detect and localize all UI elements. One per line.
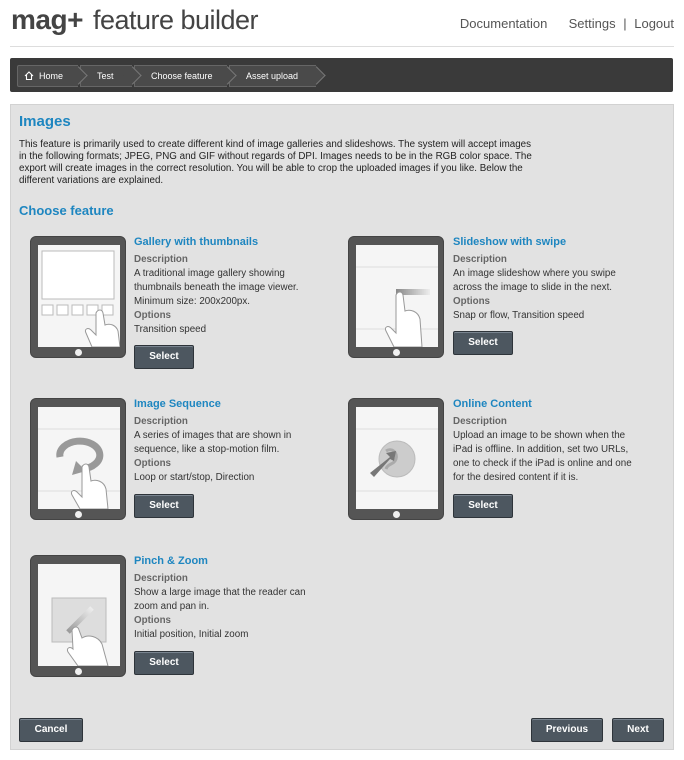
settings-link[interactable]: Settings <box>568 16 616 31</box>
feature-body-gallery <box>134 253 324 337</box>
feature-body-pinch-zoom <box>134 572 324 642</box>
description-label: Description <box>453 416 507 427</box>
link-separator: | <box>623 16 627 31</box>
breadcrumb-choose-feature-label: Choose feature <box>151 71 213 81</box>
description-label: Description <box>453 254 507 265</box>
page-title: Images <box>19 113 71 130</box>
select-pinch-zoom-button[interactable]: Select <box>134 651 194 675</box>
feature-body-online-content <box>453 415 643 485</box>
documentation-link[interactable]: Documentation <box>459 16 548 31</box>
description-label: Description <box>134 416 188 427</box>
header-divider <box>10 46 674 47</box>
breadcrumb <box>17 65 318 85</box>
main-panel <box>10 104 674 750</box>
logo-title: feature builder <box>92 5 259 35</box>
breadcrumb-asset-upload[interactable] <box>229 65 316 87</box>
breadcrumb-test-label: Test <box>97 71 114 81</box>
feature-body-slideshow <box>453 253 643 323</box>
choose-feature-heading: Choose feature <box>19 203 114 218</box>
logo <box>11 4 258 36</box>
online-content-illustration <box>348 398 444 520</box>
feature-title-pinch-zoom[interactable]: Pinch & Zoom <box>134 555 208 567</box>
select-slideshow-button[interactable]: Select <box>453 331 513 355</box>
options-label: Options <box>453 296 491 307</box>
feature-description-pinch-zoom: Show a large image that the reader can zoom and pan in. <box>134 587 306 612</box>
options-label: Options <box>134 458 172 469</box>
description-label: Description <box>134 573 188 584</box>
gallery-illustration <box>30 236 126 358</box>
breadcrumb-bar <box>10 58 673 92</box>
breadcrumb-asset-upload-label: Asset upload <box>246 71 299 81</box>
feature-options-sequence: Loop or start/stop, Direction <box>134 472 255 483</box>
pinch-icon <box>38 564 120 666</box>
options-label: Options <box>134 615 172 626</box>
feature-description-online-content: Upload an image to be shown when the iPad is offline. In addition, set two URLs, one to check if the iPad is online and one for the desired content if it is. <box>453 430 632 483</box>
breadcrumb-home[interactable] <box>17 65 78 87</box>
intro-text: This feature is primarily used to create different kind of image galleries and slideshows. The system will accept images in the following formats; JPEG, PNG and GIF without regards of DPI. Images needs to be in the RGB color space. The export will create images in the correct resolution. You will be able to crop the uploaded images if you like. Below the different variations are explained. <box>19 139 532 186</box>
feature-description-gallery: A traditional image gallery showing thumbnails beneath the image viewer. Minimum size: 200x200px. <box>134 268 299 307</box>
feature-options-pinch-zoom: Initial position, Initial zoom <box>134 629 249 640</box>
breadcrumb-choose-feature[interactable] <box>134 65 227 87</box>
feature-description-sequence: A series of images that are shown in sequence, like a stop-motion film. <box>134 430 292 455</box>
feature-description-slideshow: An image slideshow where you swipe across the image to slide in the next. <box>453 268 616 293</box>
swipe-icon <box>356 245 438 347</box>
pinch-zoom-illustration <box>30 555 126 677</box>
home-icon <box>24 71 34 80</box>
feature-title-slideshow[interactable]: Slideshow with swipe <box>453 236 567 248</box>
select-online-content-button[interactable]: Select <box>453 494 513 518</box>
breadcrumb-test[interactable] <box>80 65 132 87</box>
feature-options-gallery: Transition speed <box>134 324 207 335</box>
globe-icon <box>356 407 438 509</box>
feature-body-sequence <box>134 415 324 485</box>
feature-title-online-content[interactable]: Online Content <box>453 398 532 410</box>
gallery-icon <box>38 245 120 347</box>
feature-title-gallery[interactable]: Gallery with thumbnails <box>134 236 259 248</box>
description-label: Description <box>134 254 188 265</box>
logo-mag: mag+ <box>11 4 83 35</box>
options-label: Options <box>134 310 172 321</box>
logout-link[interactable]: Logout <box>634 16 674 31</box>
top-links <box>460 16 674 31</box>
select-sequence-button[interactable]: Select <box>134 494 194 518</box>
cancel-button[interactable]: Cancel <box>19 718 83 742</box>
feature-options-slideshow: Snap or flow, Transition speed <box>453 310 585 321</box>
breadcrumb-home-label: Home <box>39 71 64 81</box>
feature-title-sequence[interactable]: Image Sequence <box>134 398 221 410</box>
sequence-illustration <box>30 398 126 520</box>
sequence-icon <box>38 407 120 509</box>
header <box>0 0 684 46</box>
select-gallery-button[interactable]: Select <box>134 345 194 369</box>
slideshow-illustration <box>348 236 444 358</box>
previous-button[interactable]: Previous <box>531 718 603 742</box>
next-button[interactable]: Next <box>612 718 664 742</box>
